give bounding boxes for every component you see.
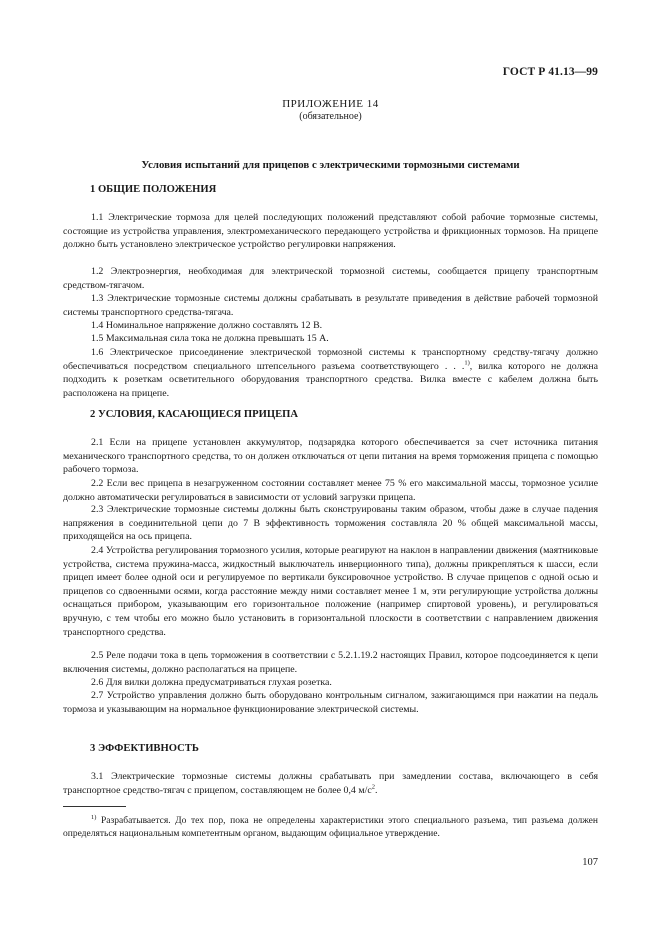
section-heading-2: 2 УСЛОВИЯ, КАСАЮЩИЕСЯ ПРИЦЕПА [90,409,299,420]
paragraph-2-4: 2.4 Устройства регулирования тормозного усилия, которые реагируют на наклон в направлении движения (маятниковые устройства, система пружина-масса, жидкостный выключатель инверционного типа), должны прикрепляться к шасси, если прицеп имеет более одной оси и регулируемое по вертикали буксировочное устройство. В случае прицепов с одной осью и прицепов со сдвоенными осями, когда расстояние между ними составляет менее 1 м, эти регулирующие устройства должны оснащаться прибором, указывающим его горизонтальное положение (например спиртовой уровень), и регулироваться вручную, с тем чтобы его можно было установить в горизонтальной плоскости в соответствии с направлением движения транспортного средства. [63,545,598,638]
paragraph-3-1-part-b: . [374,784,378,796]
annex-subtitle: (обязательное) [299,111,362,122]
footnote-mark: 1) [91,813,97,821]
superscript-2: 2 [371,783,375,791]
paragraph-2-1: 2.1 Если на прицепе установлен аккумулятор, подзарядка которого обеспечивается за счет источника питания механического транспортного средства, то он должен отключаться от цепи питания на время торможения прицепа с помощью рабочего тормоза. [63,437,598,476]
paragraph-2-5: 2.5 Реле подачи тока в цепь торможения в соответствии с 5.2.1.19.2 настоящих Правил, которое подсоединяется к цепи включения системы, должно располагаться на прицепе. [63,650,598,675]
paragraph-2-2: 2.2 Если вес прицепа в незагруженном состоянии составляет менее 75 % его максимальной массы, тормозное усилие должно автоматически регулироваться в зависимости от условий загрузки прицепа. [63,478,598,503]
paragraph-1-2: 1.2 Электроэнергия, необходимая для электрической тормозной системы, сообщается прицепу транспортным средством-тягачом. [63,266,598,291]
section-heading-3: 3 ЭФФЕКТИВНОСТЬ [90,743,199,754]
paragraph-3-1 [63,770,598,797]
paragraph-2-6: 2.6 Для вилки должна предусматриваться глухая розетка. [91,677,332,688]
section-heading-1: 1 ОБЩИЕ ПОЛОЖЕНИЯ [90,184,217,195]
paragraph-1-6-part-a: 1.6 Электрическое присоединение электрической тормозной системы к транспортному средству-тягачу должно обеспечиваться посредством специального штепсельного разъема соответствующего . . . [63,347,598,372]
paragraph-2-7: 2.7 Устройство управления должно быть оборудовано контрольным сигналом, зажигающимся при нажатии на педаль тормоза и указывающим на нормальное функционирование электрической системы. [63,690,598,715]
footnote-divider [63,806,126,807]
paragraph-1-4: 1.4 Номинальное напряжение должно составлять 12 В. [91,320,323,331]
footnote-ref: 1) [464,359,470,367]
paragraph-1-6-part-b: , вилка которого не должна подходить к розеткам осветительного оборудования транспортного средства. Вилка вместе с кабелем должна быть расположена на прицепе. [63,360,599,399]
paragraph-1-6 [63,346,598,400]
paragraph-1-1: 1.1 Электрические тормоза для целей последующих положений представляют собой рабочие тормозные системы, состоящие из устройства управления, электромеханического передающего устройства и фрикционных тормозов. На прицепе должно быть установлено электрическое устройство регулировки напряжения. [63,212,598,251]
footnote-text: Разрабатывается. До тех пор, пока не определены характеристики этого специального разъема, тип разъема должен определяться национальным компетентным органом, выдающим официальное утверждение. [63,816,598,839]
paragraph-2-3: 2.3 Электрические тормозные системы должны быть сконструированы таким образом, чтобы даже в случае падения напряжения в соединительной цепи до 7 В эффективность торможения составляла 20 % общей максимальной массы, приходящейся на ось прицепа. [63,504,598,543]
annex-title: ПРИЛОЖЕНИЕ 14 [282,98,379,110]
paragraph-1-5: 1.5 Максимальная сила тока не должна превышать 15 А. [91,333,329,344]
paragraph-1-3: 1.3 Электрические тормозные системы должны срабатывать в результате приведения в действие рабочей тормозной системы транспортного средства-тягача. [63,293,598,318]
paragraph-3-1-part-a: 3.1 Электрические тормозные системы должны срабатывать при замедлении состава, включающего в себя транспортное средство-тягач с прицепом, составляющем не более 0,4 м/с [63,771,598,796]
standard-header: ГОСТ Р 41.13—99 [502,66,598,78]
document-title: Условия испытаний для прицепов с электрическими тормозными системами [141,159,520,171]
footnote [63,815,598,841]
page-number: 107 [582,857,598,868]
